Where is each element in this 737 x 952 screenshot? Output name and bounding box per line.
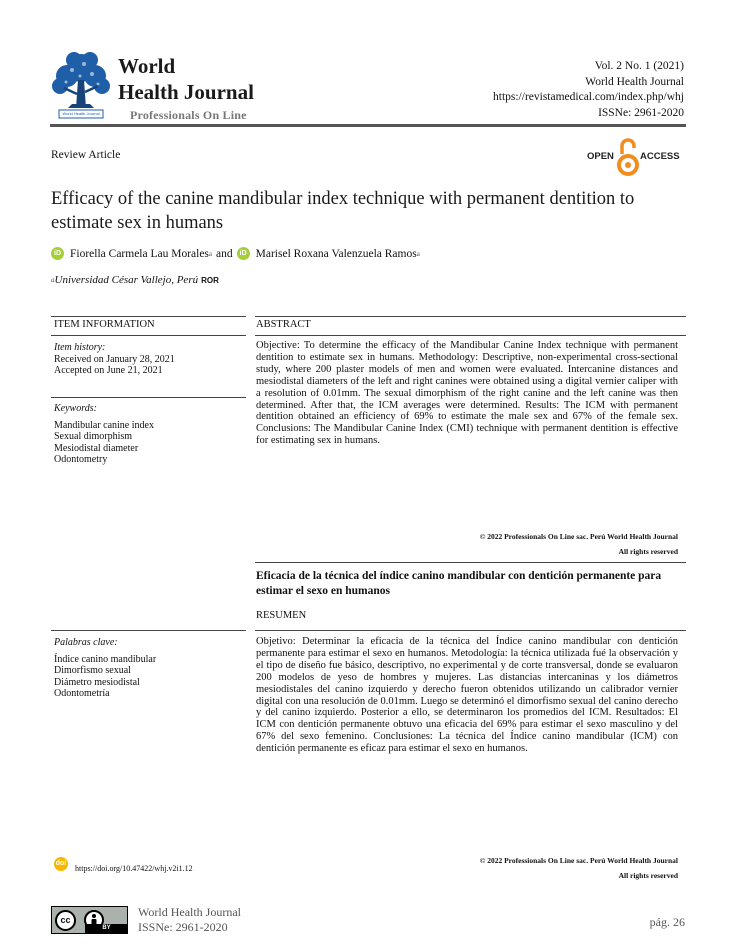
rule <box>255 630 686 631</box>
affiliation-text: Universidad César Vallejo, Perú <box>54 274 199 286</box>
access-label: ACCESS <box>640 151 680 162</box>
accepted-date: Accepted on June 21, 2021 <box>54 365 163 377</box>
open-label: OPEN <box>587 151 614 162</box>
rule <box>255 562 686 563</box>
article-title: Efficacy of the canine mandibular index technique with permanent dentition to estimate sex in humans <box>51 189 635 233</box>
resumen-text: Objetivo: Determinar la eficacia de la técnica del Índice canino mandibular con dentición permanente para estimar el sexo en humanos. Metodología: la técnica utilizada fué la observación y el tipo de diseño fue básico, descriptivo, no experimental y de corte transversal, donde se evaluaron 200 modelos de yeso de hombres y mujeres. Las distancias intercaninas y los diámetros mesiodistales del canino izquierdo y derecho fueron obtenidos utilizando un calibrador vernier digital con una resolución de 0.01mm. Luego se determinó el dimorfismo sexual del canino derecho y del canino izquierdo. Posterior a ello, se determinaron los promedios del ICM. Resultados: El ICM con dentición permanente obtuvo una eficacia del 69% para estimar el sexo masculino y del 67% del sexo femenino. Conclusiones: La técnica del Índice canino mandibular (ICM) con dentición permanente es eficaz para estimar el sexo en humanos. <box>256 636 678 755</box>
keyword: Mesiodistal diameter <box>54 442 139 454</box>
copyright-text: © 2022 Professionals On Line sac. Perú World Health Journal <box>479 532 678 541</box>
rule <box>255 316 686 317</box>
copyright-text: © 2022 Professionals On Line sac. Perú World Health Journal <box>479 856 678 865</box>
journal-title: World Health Journal <box>585 75 684 88</box>
item-history <box>54 342 175 377</box>
resumen-heading: RESUMEN <box>256 610 307 621</box>
author-sup: a <box>416 249 420 258</box>
footer-journal <box>138 905 241 935</box>
abstract-copyright <box>480 529 678 559</box>
history-label: Item history: <box>54 342 106 353</box>
rule <box>51 316 246 317</box>
volume: Vol. 2 No. 1 (2021) <box>594 60 684 72</box>
rights-text: All rights reserved <box>618 547 678 556</box>
rule <box>255 335 686 336</box>
open-access-lock-icon <box>617 138 639 176</box>
abstract-heading: ABSTRACT <box>256 319 311 330</box>
keyword: Índice canino mandibular <box>54 653 157 665</box>
rule <box>51 335 246 336</box>
journal-name-line1: World <box>118 54 176 78</box>
journal-name-line2: Health Journal <box>118 80 254 104</box>
keyword: Dimorfismo sexual <box>54 665 131 677</box>
keyword: Diámetro mesiodistal <box>54 676 140 688</box>
journal-url[interactable]: https://revistamedical.com/index.php/whj <box>493 91 684 103</box>
journal-tagline: Professionals On Line <box>130 108 247 122</box>
spanish-title: Eficacia de la técnica del índice canino mandibular con dentición permanente para estimar el sexo en humanos <box>256 570 662 597</box>
keyword: Odontometría <box>54 688 110 700</box>
palabras-clave-block <box>54 637 156 700</box>
keyword: Mandibular canine index <box>54 419 154 431</box>
palabras-clave-label: Palabras clave: <box>54 637 118 648</box>
footer-issn: ISSNe: 2961-2020 <box>138 920 228 934</box>
author-name: Marisel Roxana Valenzuela Ramos <box>255 247 417 260</box>
doi-icon: doi <box>54 857 68 871</box>
footer-journal-name: World Health Journal <box>138 905 242 919</box>
page-number: pág. 26 <box>649 915 685 929</box>
author-sup: a <box>208 249 213 258</box>
article-type: Review Article <box>51 149 121 161</box>
logo-caption: World Health Journal <box>62 111 100 116</box>
orcid-icon[interactable]: iD <box>51 247 64 260</box>
affiliation-sup: a <box>51 276 55 284</box>
creative-commons-icon: cc <box>55 910 76 931</box>
rule <box>51 630 246 631</box>
author-conjunction: and <box>216 247 233 260</box>
journal-logo <box>50 50 112 120</box>
author-list <box>51 247 420 260</box>
resumen-copyright <box>480 853 678 883</box>
doi-link[interactable]: https://doi.org/10.47422/whj.v2i1.12 <box>75 864 193 873</box>
rule <box>51 397 246 398</box>
by-label: BY <box>85 924 128 933</box>
open-access-badge <box>587 137 687 177</box>
item-info-heading: ITEM INFORMATION <box>54 319 155 330</box>
rights-text: All rights reserved <box>618 871 678 880</box>
keyword: Sexual dimorphism <box>54 431 133 443</box>
orcid-icon[interactable]: iD <box>237 247 250 260</box>
tree-logo-icon <box>50 50 112 120</box>
keywords-label: Keywords: <box>54 403 97 414</box>
keywords-block <box>54 403 154 466</box>
journal-issn: ISSNe: 2961-2020 <box>598 106 684 119</box>
affiliation <box>51 274 219 286</box>
author-name: Fiorella Carmela Lau Morales <box>70 247 209 260</box>
header-divider <box>50 124 686 127</box>
cc-by-license-badge[interactable] <box>51 906 128 934</box>
journal-name <box>118 53 254 105</box>
keyword: Odontometry <box>54 454 108 466</box>
received-date: Received on January 28, 2021 <box>54 353 175 365</box>
abstract-text: Objective: To determine the efficacy of the Mandibular Canine Index technique with permanent dentition to estimate sex in humans. Methodology: Descriptive, non-experimental cross-sectional study, where 200 plaster models of men and women were evaluated. Intercanine distances and mesiodistal diameters of the left and right canines were obtained using a digital vernier caliper with a resolution of 0.01mm. The sexual dimorphism of the right canine and the left canine was then determined. After that, the ICM averages were determined. Results: The ICM with permanent dentition obtained an efficiency of 69% to estimate the male sex and 67% of the female sex. Conclusions: The Mandibular Canine Index (CMI) technique with permanent dentition is effective for estimating sex in humans. <box>256 340 678 447</box>
journal-meta <box>493 59 684 121</box>
ror-icon[interactable]: ROR <box>201 275 219 285</box>
